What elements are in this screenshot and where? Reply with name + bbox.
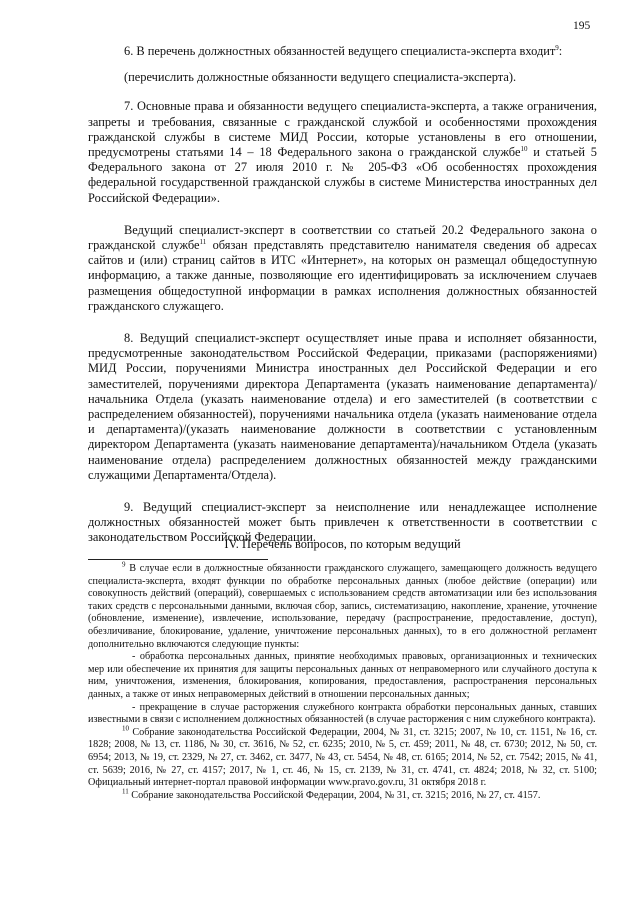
footnotes [88,560,597,802]
item-6-text: 6. В перечень должностных обязанностей ведущего специалиста-эксперта входит [124,44,556,58]
footnote-10-text: Собрание законодательства Российской Федерации, 2004, № 31, ст. 3215; 2007, № 10, ст. 1151, № 16, ст. 1828; 2008, № 13, ст. 1186, № 30, ст. 3616, № 52, ст. 6235; 2010, № 5, ст. 459; 2011, № 48, ст. 6730; 2012, № 50, ст. 6954; 2013, № 19, ст. 2329, № 27, ст. 3462, ст. 3477, № 43, ст. 5454, № 48, ст. 6165; 2014, № 52, ст. 7542; 2015, № 41, ст. 5639; 2016, № 27, ст. 4157; 2017, № 1, ст. 46, № 15, ст. 2139, № 31, ст. 4741, ст. 4824; 2018, № 32, ст. 5100; Официальный интернет-портал правовой информации www.pravo.gov.ru, 31 октября 2018 г. [88,726,597,789]
section-iv-heading: IV. Перечень вопросов, по которым ведущий [224,537,461,551]
item-6-tail: : [558,44,563,58]
duty-text-part2: обязан представлять представителю нанимателя сведения об адресах сайтов и (или) страниц сайтов в ИТС «Интернет», на которых он размещал общедоступную информацию, а также данные, позволяющие его идентифицировать за исключением случаев размещения общедоступной информации в рамках исполнения должностных обязанностей гражданского служащего. [88,238,597,313]
footnote-9-bullet-1: - обработка персональных данных, принятие необходимых правовых, организационных и технических мер или обеспечение их принятия для защиты персональных данных от неправомерного или случайного доступа к ним, уничтожения, изменения, блокирования, копирования, предоставления, распространения персональных данных, а также от иных неправомерных действий в отношении персональных данных; [88,651,597,700]
footnote-ref-9: 9 [555,43,559,52]
main-text [88,44,597,546]
duty-text-part1: Ведущий специалист-эксперт в соответствии со статьей 20.2 Федерального закона о гражданской службе [88,222,597,253]
footnote-11-text: Собрание законодательства Российской Федерации, 2004, № 31, ст. 3215; 2016, № 27, ст. 4157. [128,789,541,801]
footnote-9-mark: 9 [122,560,126,569]
footnote-10-mark: 10 [122,724,129,733]
internet-duty-paragraph [88,223,597,314]
item-7-text-part2: и статьей 5 Федерального закона от 27 июля 2010 г. № 205-ФЗ «Об особенностях прохождения федеральной государственной гражданской службы в системе Министерства иностранных дел Российской Федерации». [88,145,597,205]
footnote-11 [88,787,597,803]
footnote-10 [88,724,597,790]
item-8-paragraph: 8. Ведущий специалист-эксперт осуществляет иные права и исполняет обязанности, предусмотренные законодательством Российской Федерации, приказами (распоряжениями) МИД России, поручениями Министра иностранных дел Российской Федерации и его заместителей, поручениями директора Департамента (указать наименование департамента)/начальника Отдела (указать наименование отдела) и его заместителей (в соответствии с распределением обязанностей), поручениями начальника отдела (указать наименование отдела и департамента)/(указать наименование должности в соответствии с установленным директором Департамента (указать наименование департамента)/начальником Отдела (указать наименование отдела) распределением должностных обязанностей между гражданскими служащими Департамента/Отдела). [88,331,597,482]
footnote-11-mark: 11 [122,787,129,796]
item-7-paragraph [88,99,597,205]
item-9-paragraph: 9. Ведущий специалист-эксперт за неисполнение или ненадлежащее исполнение должностных обязанностей может быть привлечен к ответственности в соответствии с законодательством Российской Федерации. [88,500,597,545]
footnote-9-bullet-2: - прекращение в случае расторжения служебного контракта обработки персональных данных, ставших известными в связи с исполнением должностных обязанностей (в случае расторжения с ним служебного контракта). [88,701,597,726]
footnote-9-text: В случае если в должностные обязанности гражданского служащего, замещающего должность ведущего специалиста-эксперта, входят функции по обработке персональных данных (любое действие (операции) или совокупность действий (операций), совершаемых с использованием средств автоматизации или без использования таких средств с персональными данными, включая сбор, запись, систематизацию, накопление, хранение, уточнение (обновление, изменение), извлечение, использование, передачу (распространение, предоставление, доступ), обезличивание, блокирование, удаление, уничтожение персональных данных), то в его должностной регламент дополнительно включаются следующие пункты: [88,563,597,650]
item-6-paragraph [88,44,597,59]
item-6-placeholder: (перечислить должностные обязанности ведущего специалиста-эксперта). [124,70,517,85]
footnote-ref-11: 11 [199,237,207,246]
footnote-9 [88,560,597,651]
footnote-ref-10: 10 [520,144,528,153]
page-number: 195 [573,20,591,32]
item-7-text-part1: 7. Основные права и обязанности ведущего специалиста-эксперта, а также ограничения, запреты и требования, связанные с гражданской службой и особенностями прохождения гражданской службы в системе МИД России, которые установлены в его отношении, предусмотрены статьями 14 – 18 Федерального закона о гражданской службе [88,99,597,160]
footnote-divider [88,559,268,560]
